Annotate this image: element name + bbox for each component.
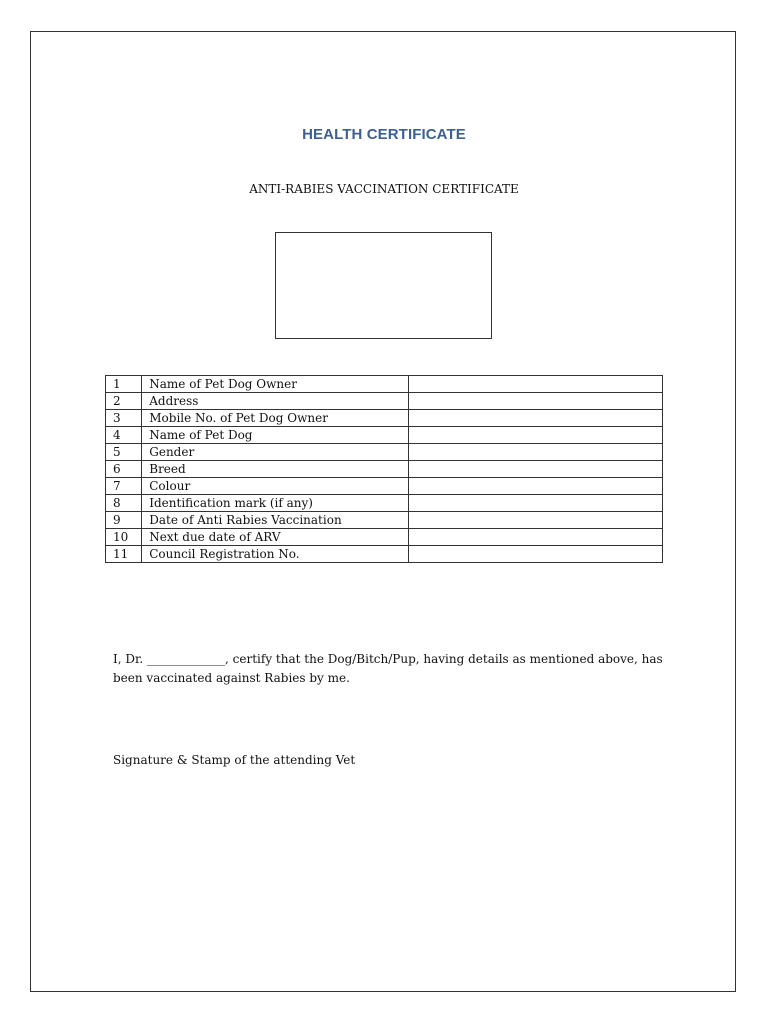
row-number: 5 (106, 444, 142, 461)
signature-line: Signature & Stamp of the attending Vet (113, 753, 356, 767)
row-label: Identification mark (if any) (142, 495, 409, 512)
row-value[interactable] (408, 512, 662, 529)
table-row (106, 427, 663, 444)
row-number: 3 (106, 410, 142, 427)
details-table (105, 375, 663, 563)
row-number: 1 (106, 376, 142, 393)
row-label: Date of Anti Rabies Vaccination (142, 512, 409, 529)
row-value[interactable] (408, 546, 662, 563)
table-row (106, 478, 663, 495)
row-label: Breed (142, 461, 409, 478)
photo-box (275, 232, 492, 339)
table-row (106, 495, 663, 512)
row-label: Mobile No. of Pet Dog Owner (142, 410, 409, 427)
row-value[interactable] (408, 478, 662, 495)
row-value[interactable] (408, 410, 662, 427)
table-row (106, 376, 663, 393)
table-row (106, 529, 663, 546)
table-row (106, 444, 663, 461)
row-value[interactable] (408, 393, 662, 410)
row-number: 8 (106, 495, 142, 512)
certificate-title: HEALTH CERTIFICATE (302, 126, 466, 143)
certification-statement: I, Dr. _____________, certify that the Dog/Bitch/Pup, having details as mentioned above, has been vaccinated against Rabies by me. (113, 652, 663, 685)
table-row (106, 393, 663, 410)
row-label: Name of Pet Dog (142, 427, 409, 444)
row-label: Colour (142, 478, 409, 495)
table-row (106, 512, 663, 529)
row-label: Address (142, 393, 409, 410)
row-label: Gender (142, 444, 409, 461)
table-row (106, 461, 663, 478)
row-label: Council Registration No. (142, 546, 409, 563)
table-row (106, 546, 663, 563)
row-value[interactable] (408, 495, 662, 512)
row-number: 2 (106, 393, 142, 410)
table-row (106, 410, 663, 427)
row-value[interactable] (408, 427, 662, 444)
row-value[interactable] (408, 376, 662, 393)
row-value[interactable] (408, 529, 662, 546)
row-number: 10 (106, 529, 142, 546)
row-label: Name of Pet Dog Owner (142, 376, 409, 393)
row-number: 7 (106, 478, 142, 495)
row-label: Next due date of ARV (142, 529, 409, 546)
row-value[interactable] (408, 444, 662, 461)
row-number: 11 (106, 546, 142, 563)
certificate-subtitle: ANTI-RABIES VACCINATION CERTIFICATE (249, 182, 519, 196)
row-number: 9 (106, 512, 142, 529)
row-value[interactable] (408, 461, 662, 478)
row-number: 6 (106, 461, 142, 478)
row-number: 4 (106, 427, 142, 444)
